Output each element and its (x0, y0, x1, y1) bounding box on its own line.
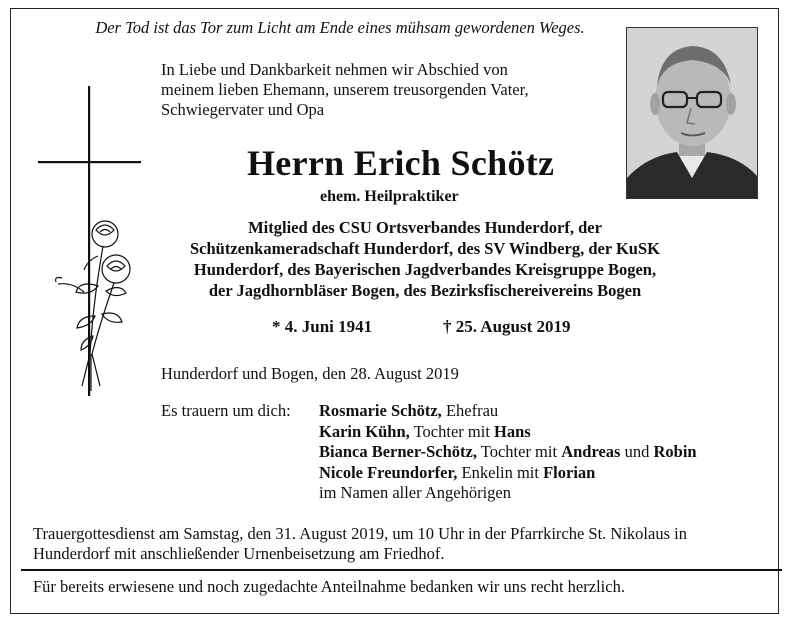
death-date: † 25. August 2019 (443, 317, 571, 336)
mourners-label: Es trauern um dich: (161, 401, 291, 420)
service-info (33, 524, 763, 564)
mourner-partner: Florian (543, 462, 596, 482)
mourner-conjunction: und (620, 442, 654, 461)
mourner-name: Nicole Freundorfer, (319, 462, 458, 482)
mourner-name: Bianca Berner-Schötz, (319, 442, 477, 461)
cross-with-roses-icon (38, 86, 143, 396)
intro-line: Schwiegervater und Opa (161, 100, 325, 119)
mourner-name: Rosmarie Schötz, (319, 401, 442, 420)
deceased-name: Herrn Erich Schötz (247, 143, 555, 183)
mourner-relation: Tochter mit (476, 442, 562, 461)
mourner-partner: Hans (494, 421, 531, 441)
mourner-partner: Andreas (561, 442, 621, 461)
mourner-row (319, 422, 697, 443)
divider (21, 569, 782, 571)
mourner-relation: Tochter mit (409, 421, 495, 441)
mourner-relation: im Namen aller Angehörigen (319, 483, 511, 502)
mourner-row (319, 401, 697, 422)
mourner-relation: Enkelin mit (457, 462, 544, 482)
place-and-date: Hunderdorf und Bogen, den 28. August 2019 (161, 364, 459, 383)
membership-line: Schützenkameradschaft Hunderdorf, des SV Windberg, der KuSK (189, 239, 660, 258)
deceased-profession: ehem. Heilpraktiker (320, 188, 459, 205)
intro-line: In Liebe und Dankbarkeit nehmen wir Abschied von (161, 60, 508, 79)
membership-line: der Jagdhornbläser Bogen, des Bezirksfischereivereins Bogen (208, 281, 642, 300)
motto: Der Tod ist das Tor zum Licht am Ende eines mühsam gewordenen Weges. (95, 18, 585, 37)
mourner-name: Karin Kühn, (319, 421, 410, 441)
mourner-relation: Ehefrau (441, 401, 499, 420)
service-line: Hunderdorf mit anschließender Urnenbeisetzung am Friedhof. (33, 544, 445, 563)
membership-line: Hunderdorf, des Bayerischen Jagdverbandes Kreisgruppe Bogen, (193, 260, 657, 279)
mourners-list (319, 401, 697, 504)
mourner-row (319, 463, 697, 484)
birth-date: * 4. Juni 1941 (272, 317, 373, 336)
mourner-partner: Robin (653, 442, 697, 461)
membership-line: Mitglied des CSU Ortsverbandes Hunderdorf, der (248, 218, 602, 237)
intro-line: meinem lieben Ehemann, unserem treusorgenden Vater, (161, 80, 529, 99)
memberships (150, 217, 700, 301)
service-line: Trauergottesdienst am Samstag, den 31. August 2019, um 10 Uhr in der Pfarrkirche St. Nikolaus in (33, 524, 687, 543)
portrait-illustration (627, 28, 757, 198)
intro-text (161, 60, 581, 120)
mourner-row (319, 483, 697, 504)
thanks-text: Für bereits erwiesene und noch zugedachte Anteilnahme bedanken wir uns recht herzlich. (33, 577, 625, 596)
portrait-photo (626, 27, 758, 199)
mourner-row (319, 442, 697, 463)
